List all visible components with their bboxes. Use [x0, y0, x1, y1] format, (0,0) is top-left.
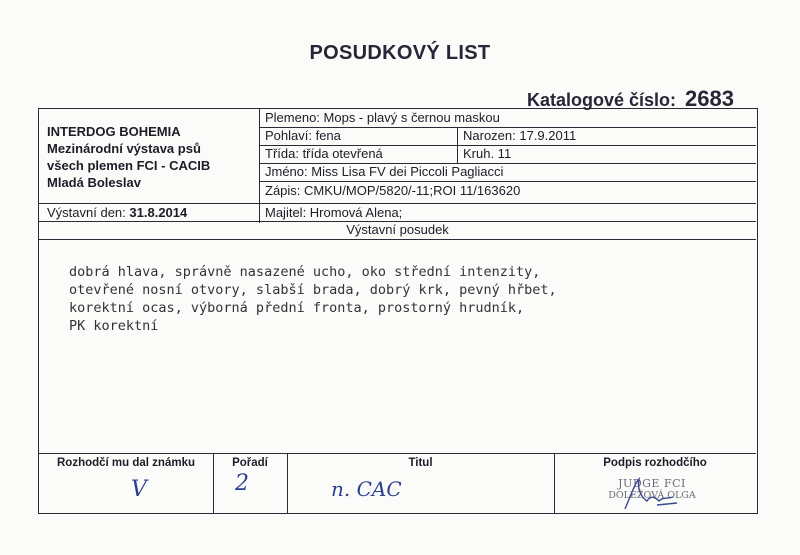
show-date-value: 31.8.2014	[129, 205, 188, 220]
exhibition-scope: všech plemen FCI - CACIB	[47, 158, 211, 173]
catalog-number-label: Katalogové číslo:	[526, 90, 677, 110]
exhibition-info	[47, 123, 257, 191]
signature-icon	[617, 475, 687, 513]
divider	[39, 453, 756, 454]
placing-header: Pořadí	[232, 457, 268, 469]
title-header: Titul	[408, 457, 433, 469]
divider	[39, 239, 756, 240]
placing-value: 2	[235, 471, 249, 496]
divider	[259, 181, 756, 182]
show-date-label: Výstavní den:	[47, 205, 126, 220]
stamp-line: JUDGE FCI	[618, 477, 686, 490]
exhibition-city: Mladá Boleslav	[47, 175, 141, 190]
stamp-line: DOLEŽOVÁ OLGA	[608, 490, 696, 501]
owner-field: Majitel: Hromová Alena;	[265, 205, 403, 220]
born-field: Narozen: 17.9.2011	[463, 128, 577, 143]
review-heading: Výstavní posudek	[346, 222, 449, 237]
breed-field: Plemeno: Mops - plavý s černou maskou	[265, 110, 500, 125]
exhibition-type: Mezinárodní výstava psů	[47, 141, 201, 156]
signature-header: Podpis rozhodčího	[603, 457, 707, 469]
evaluation-form	[38, 108, 758, 514]
sex-field: Pohlaví: fena	[265, 128, 341, 143]
catalog-number-value: 2683	[685, 86, 734, 111]
page-title: POSUDKOVÝ LIST	[309, 42, 491, 64]
class-field: Třída: třída otevřená	[265, 146, 383, 161]
registration-field: Zápis: CMKU/MOP/5820/-11;ROI 11/163620	[265, 183, 521, 198]
review-line: PK korektní	[69, 318, 159, 334]
divider	[39, 203, 756, 204]
ring-field: Kruh. 11	[463, 146, 512, 161]
title-value: n. CAC	[331, 477, 402, 501]
review-line: dobrá hlava, správně nasazené ucho, oko střední intenzity,	[69, 264, 541, 280]
review-line: korektní ocas, výborná přední fronta, prostorný hrudník,	[69, 300, 525, 316]
dog-name-field: Jméno: Miss Lisa FV dei Piccoli Pagliacci	[265, 164, 504, 179]
review-text	[69, 263, 719, 335]
show-date-field	[47, 205, 187, 221]
exhibition-name: INTERDOG BOHEMIA	[47, 124, 181, 139]
grade-header: Rozhodčí mu dal známku	[56, 457, 195, 469]
grade-value: V	[131, 477, 147, 502]
review-line: otevřené nosní otvory, slabší brada, dobrý krk, pevný hřbet,	[69, 282, 557, 298]
